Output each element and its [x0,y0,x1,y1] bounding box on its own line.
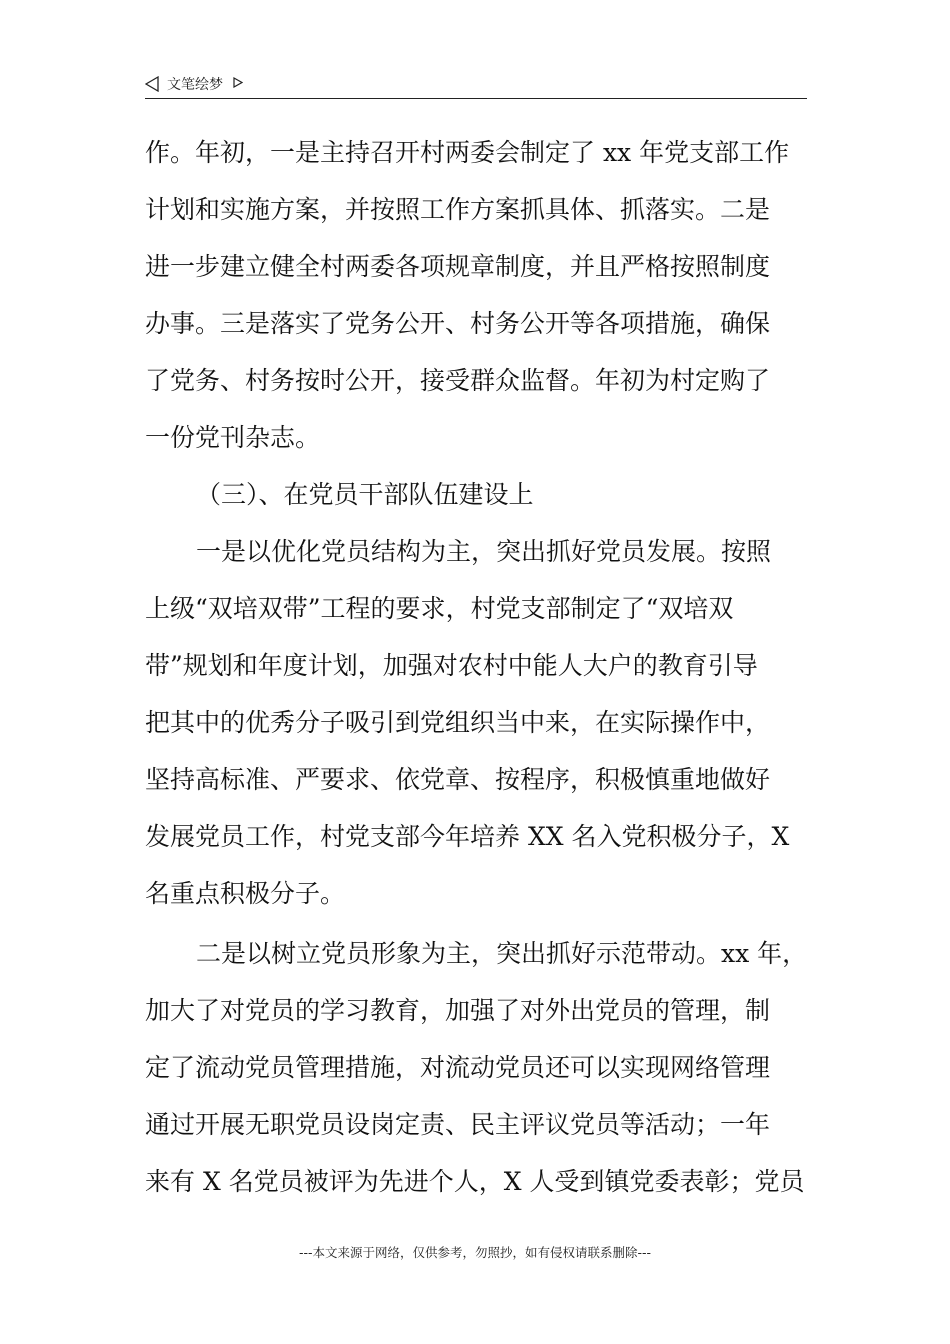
header-title: 文笔绘梦 [167,77,223,93]
triangle-right-icon [233,77,243,88]
body-line: 一是以优化党员结构为主，突出抓好党员发展。按照 [196,537,772,566]
body-line: 带”规划和年度计划，加强对农村中能人大户的教育引导 [145,651,758,680]
triangle-left-icon [145,76,159,92]
body-line: 上级“双培双带”工程的要求，村党支部制定了“双培双 [145,594,734,623]
section-heading: （三）、在党员干部队伍建设上 [196,480,534,509]
body-line: 加大了对党员的学习教育，加强了对外出党员的管理，制 [145,996,771,1025]
body-line: 了党务、村务按时公开，接受群众监督。年初为村定购了 [145,366,771,395]
body-line: 进一步建立健全村两委各项规章制度，并且严格按照制度 [145,252,771,281]
body-line: 作。年初，一是主持召开村两委会制定了 xx 年党支部工作 [145,138,790,167]
body-line: 坚持高标准、严要求、依党章、按程序，积极慎重地做好 [145,765,771,794]
body-line: 办事。三是落实了党务公开、村务公开等各项措施，确保 [145,309,771,338]
page-footer: ---本文来源于网络，仅供参考，勿照抄，如有侵权请联系删除--- [298,1245,652,1260]
body-line: 把其中的优秀分子吸引到党组织当中来，在实际操作中， [145,708,771,737]
body-line: 名重点积极分子。 [145,879,346,908]
page-header [145,72,807,99]
body-line: 发展党员工作，村党支部今年培养 XX 名入党积极分子，X [145,822,790,851]
body-line: 通过开展无职党员设岗定责、民主评议党员等活动；一年 [145,1110,771,1139]
body-line: 定了流动党员管理措施，对流动党员还可以实现网络管理 [145,1053,771,1082]
body-line: 一份党刊杂志。 [145,423,321,452]
body-line: 二是以树立党员形象为主，突出抓好示范带动。xx 年， [196,939,808,968]
body-line: 计划和实施方案，并按照工作方案抓具体、抓落实。二是 [145,195,771,224]
body-line: 来有 X 名党员被评为先进个人，X 人受到镇党委表彰；党员 [145,1167,805,1196]
